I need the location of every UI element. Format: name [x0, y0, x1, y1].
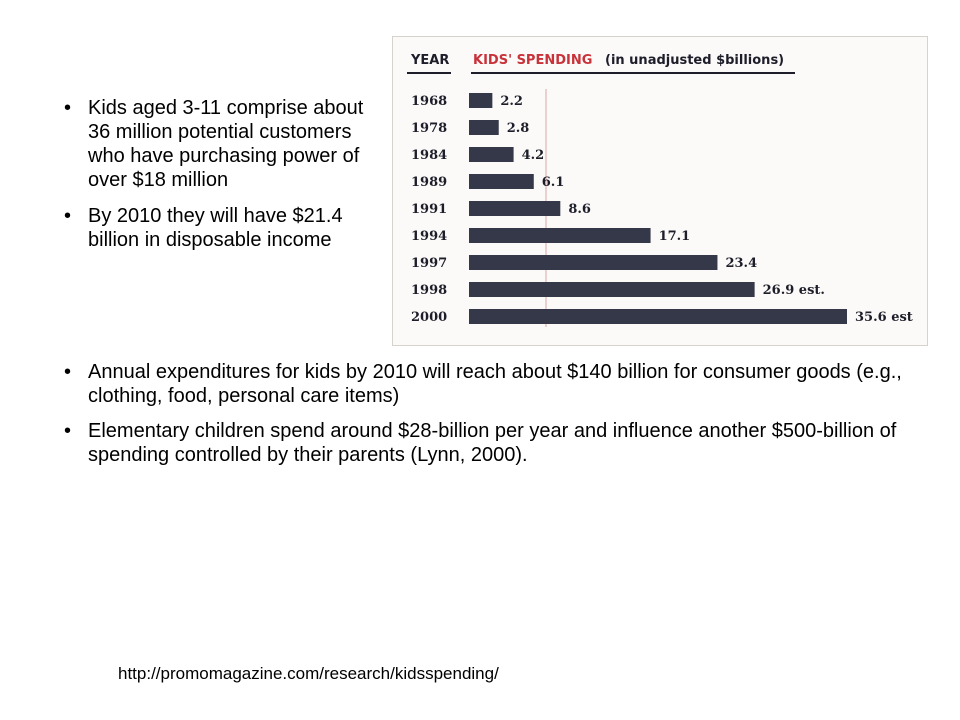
- header-title: KIDS' SPENDING: [473, 53, 593, 68]
- year-label: 1978: [411, 121, 448, 136]
- bar: [469, 174, 534, 189]
- header-year: YEAR: [411, 53, 450, 68]
- bar: [469, 120, 499, 135]
- kids-spending-chart: [392, 36, 928, 346]
- value-label: 4.2: [521, 148, 545, 163]
- bar: [469, 309, 847, 324]
- value-label: 17.1: [658, 229, 691, 244]
- year-label: 1997: [411, 256, 448, 271]
- bar: [469, 282, 755, 297]
- bullet-item: • Elementary children spend around $28-billion per year and influence another $500-billion of spending controlled by their parents (Lynn, 2000).: [62, 419, 902, 467]
- value-label: 2.8: [506, 121, 530, 136]
- year-label: 2000: [411, 310, 448, 325]
- year-label: 1991: [411, 202, 448, 217]
- bullet-item: • Kids aged 3-11 comprise about 36 million potential customers who have purchasing power of over $18 million: [62, 96, 372, 192]
- bullet-list-bottom: [62, 360, 902, 478]
- bar: [469, 201, 560, 216]
- bullet-item: • Annual expenditures for kids by 2010 will reach about $140 billion for consumer goods (e.g., clothing, food, personal care items): [62, 360, 902, 408]
- bar: [469, 255, 717, 270]
- value-label: 23.4: [725, 256, 758, 271]
- bullet-item: • By 2010 they will have $21.4 billion in disposable income: [62, 204, 372, 252]
- value-label: 26.9 est.: [762, 283, 825, 298]
- header-subtitle: (in unadjusted $billions): [605, 53, 785, 68]
- year-label: 1968: [411, 94, 448, 109]
- source-url: http://promomagazine.com/research/kidsspending/: [118, 664, 499, 683]
- value-label: 35.6 est: [855, 310, 913, 325]
- value-label: 8.6: [568, 202, 591, 217]
- chart-svg: [393, 37, 929, 347]
- bar: [469, 147, 514, 162]
- year-label: 1994: [411, 229, 448, 244]
- bar: [469, 228, 651, 243]
- year-label: 1989: [411, 175, 448, 190]
- year-label: 1984: [411, 148, 448, 163]
- bar: [469, 93, 492, 108]
- bullet-list-top: [62, 96, 372, 264]
- value-label: 6.1: [541, 175, 565, 190]
- year-label: 1998: [411, 283, 448, 298]
- value-label: 2.2: [500, 94, 523, 109]
